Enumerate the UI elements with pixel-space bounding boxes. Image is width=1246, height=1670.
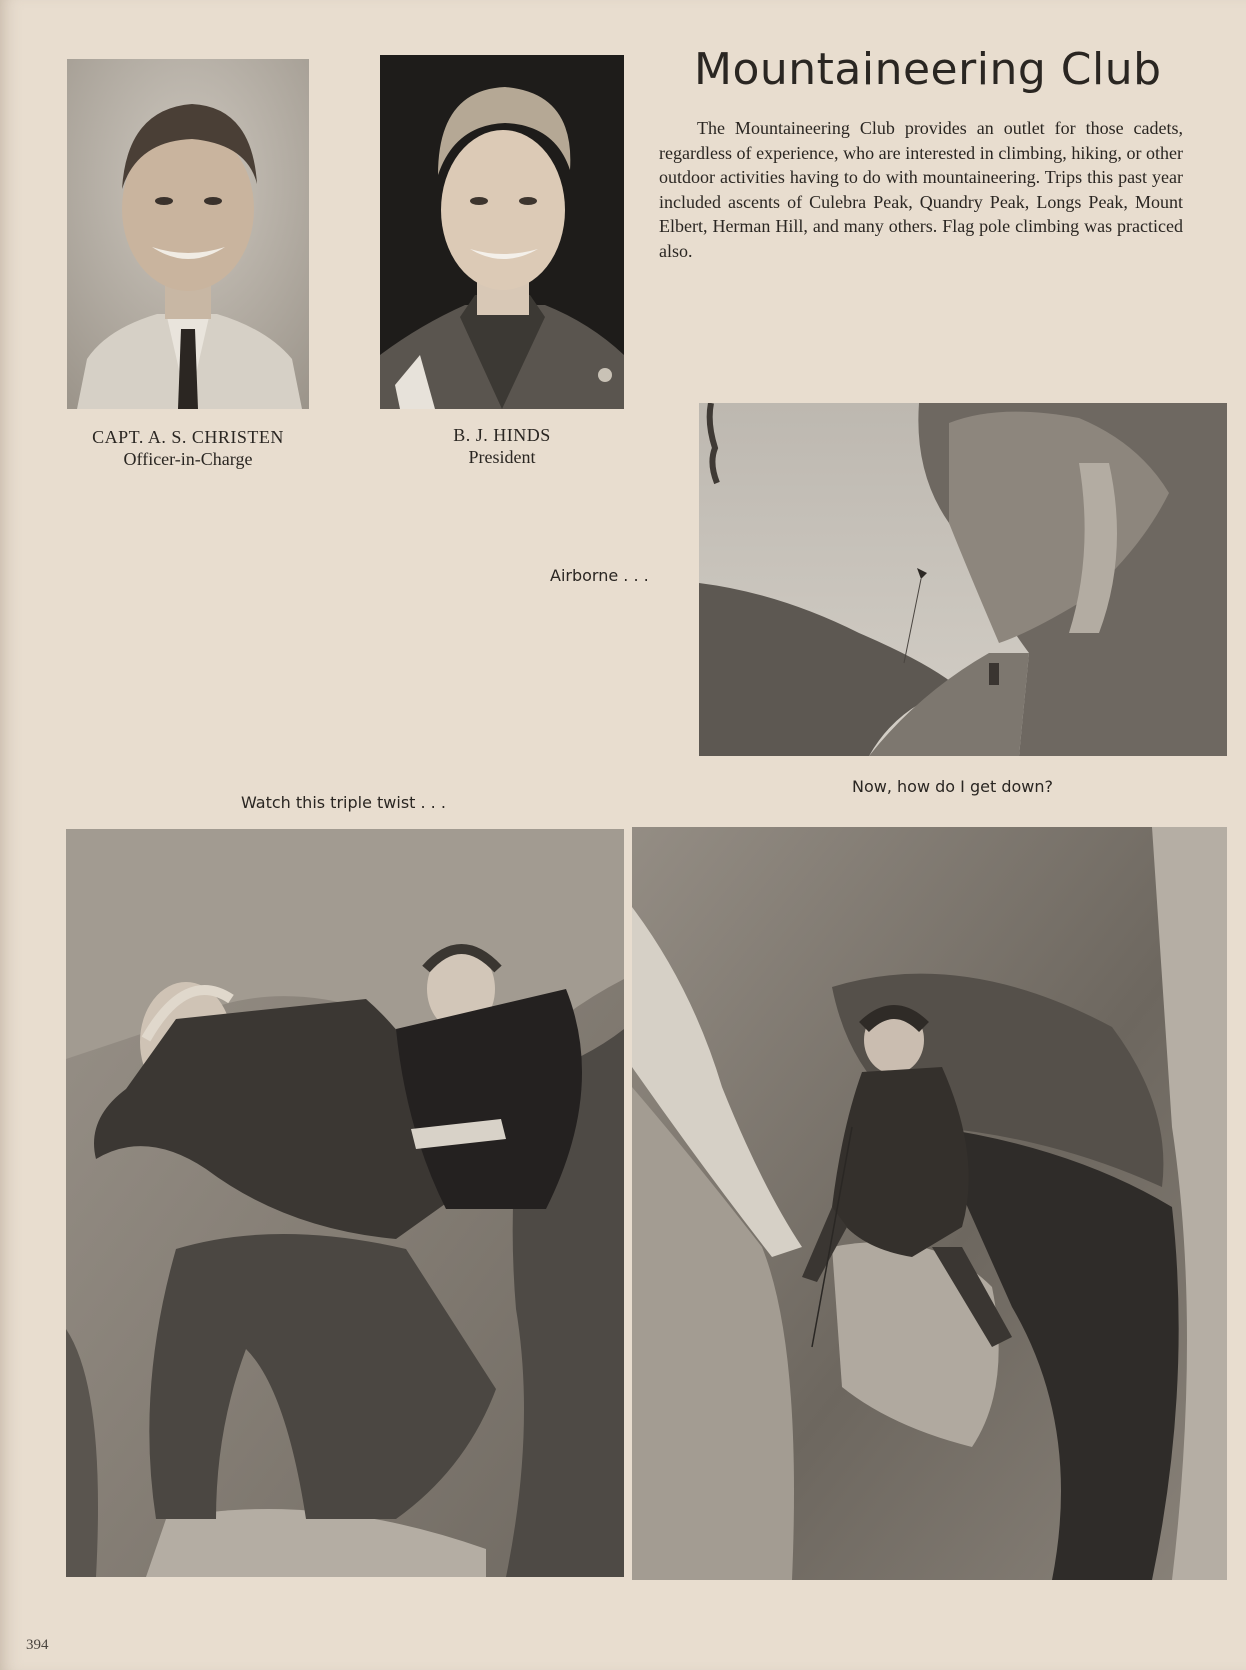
page-title: Mountaineering Club <box>694 44 1162 95</box>
portrait-name: CAPT. A. S. CHRISTEN <box>92 427 284 447</box>
caption-airborne: Airborne . . . <box>550 566 649 585</box>
photo-two-climbers <box>66 829 624 1577</box>
portrait-caption-christen <box>60 426 316 470</box>
page-number: 394 <box>26 1637 49 1653</box>
portrait-caption-hinds <box>380 424 624 468</box>
photo-climber-in-crevice <box>632 827 1227 1580</box>
portrait-photo-christen <box>67 59 309 409</box>
portrait-photo-hinds <box>380 55 624 409</box>
photo-airborne-climber <box>699 403 1227 756</box>
intro-paragraph: The Mountaineering Club provides an outlet for those cadets, regardless of experience, who are interested in climbing, hiking, or other outdoor activities having to do with mountaineering. Trips this past year included ascents of Culebra Peak, Quandry Peak, Longs Peak, Mount Elbert, Herman Hill, and many others. Flag pole climbing was practiced also. <box>659 118 1183 261</box>
portrait-role: President <box>468 447 536 467</box>
portrait-role: Officer-in-Charge <box>123 449 253 469</box>
caption-get-down: Now, how do I get down? <box>852 777 1053 796</box>
portrait-name: B. J. HINDS <box>453 425 551 445</box>
caption-triple-twist: Watch this triple twist . . . <box>241 793 446 812</box>
